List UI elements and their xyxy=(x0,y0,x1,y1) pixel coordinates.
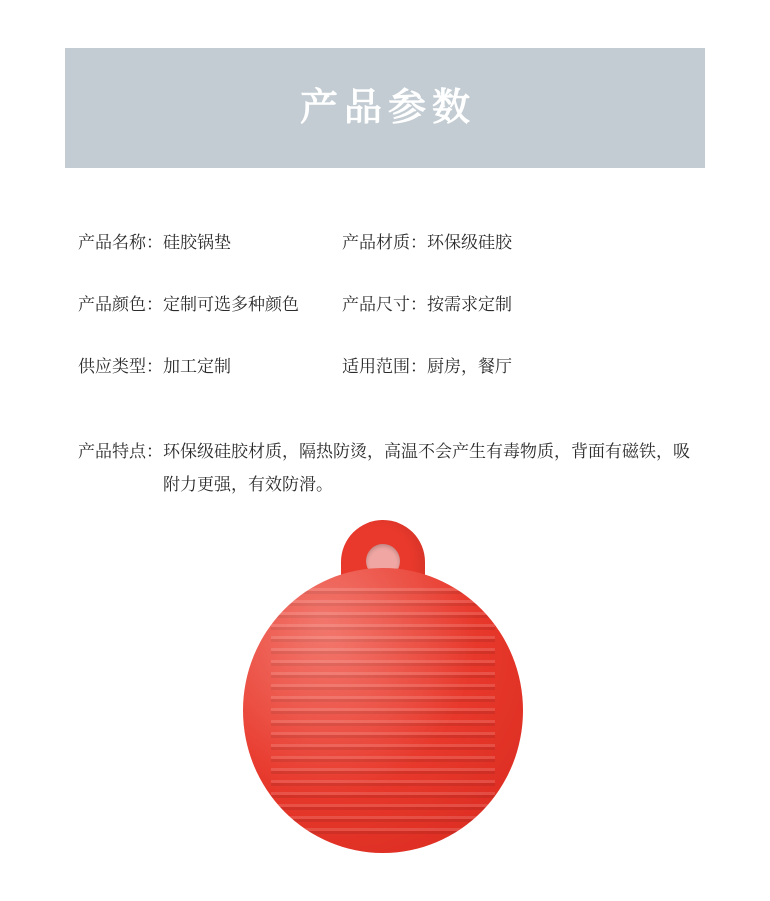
spec-cell-material xyxy=(335,232,695,255)
product-feature-block xyxy=(78,435,704,501)
spec-table xyxy=(0,232,770,418)
product-photo xyxy=(233,520,533,865)
spec-cell-color xyxy=(0,294,335,317)
spec-label: 供应类型： xyxy=(78,357,163,376)
spec-value: 定制可选多种颜色 xyxy=(163,295,299,314)
spec-value: 厨房，餐厅 xyxy=(427,357,512,376)
page-title: 产品参数 xyxy=(299,87,476,129)
spec-cell-application xyxy=(335,356,695,379)
spec-cell-supply-type xyxy=(0,356,335,379)
spec-value: 环保级硅胶 xyxy=(427,233,512,252)
spec-label: 产品颜色： xyxy=(78,295,163,314)
spec-value: 按需求定制 xyxy=(427,295,512,314)
spec-cell-product-name xyxy=(0,232,335,255)
mat-ribs-texture xyxy=(271,588,495,834)
spec-value: 硅胶锅垫 xyxy=(163,233,231,252)
spec-cell-size xyxy=(335,294,695,317)
spec-label: 产品尺寸： xyxy=(342,295,427,314)
spec-label: 产品材质： xyxy=(342,233,427,252)
spec-row xyxy=(0,294,770,356)
spec-row xyxy=(0,356,770,418)
feature-label: 产品特点： xyxy=(78,442,163,461)
page-header-banner xyxy=(65,48,705,168)
silicone-mat-disc xyxy=(243,568,523,853)
spec-label: 产品名称： xyxy=(78,233,163,252)
spec-label: 适用范围： xyxy=(342,357,427,376)
spec-value: 加工定制 xyxy=(163,357,231,376)
spec-row xyxy=(0,232,770,294)
feature-text: 环保级硅胶材质，隔热防烫，高温不会产生有毒物质，背面有磁铁，吸附力更强，有效防滑。 xyxy=(163,442,690,495)
